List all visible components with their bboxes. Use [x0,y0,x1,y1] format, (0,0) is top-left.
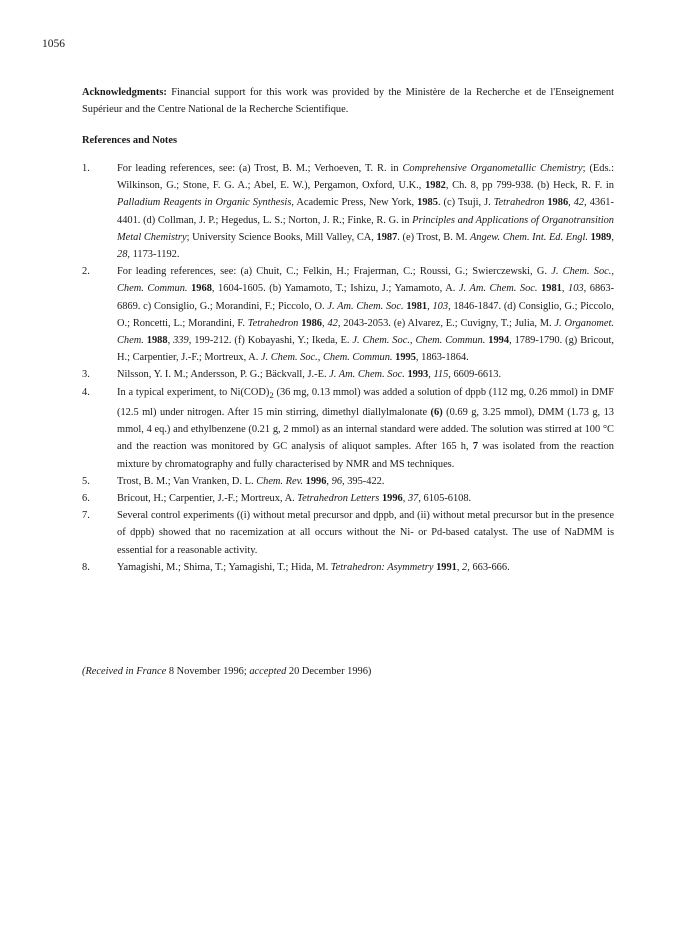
reference-text [117,493,471,504]
text-run: 42 [327,317,338,329]
text-run: , 1846-1847. (d) Consiglio, G.; Piccolo, O.; Roncetti, L.; Morandini, F. [117,300,615,329]
reference-item [82,160,614,263]
reference-text [117,369,501,380]
text-run: , 6105-6108. [418,492,472,504]
reference-number: 8. [82,561,90,573]
reference-text [117,476,384,487]
text-run: , [402,492,408,504]
text-run: Tetrahedron: Asymmetry [330,561,434,573]
reference-item [82,559,614,576]
text-run: 1981 [541,283,562,295]
text-run: Principles and Applications of Organotransition Metal Chemistry [117,214,614,243]
text-run: 1996 [305,475,327,487]
text-run: Tetrahedron Letters [297,492,380,504]
reference-item [82,263,614,366]
references-heading: References and Notes [82,135,178,146]
text-run: For leading references, see: (a) Trost, B. M.; Verhoeven, T. R. in [117,163,403,174]
text-run: , [568,197,574,209]
text-run: J. Am. Chem. Soc. [329,369,405,381]
acknowledgments-paragraph [82,84,614,118]
text-run: J. Organomet. Chem. [117,317,614,347]
text-run: , Ch. 8, pp 799-938. (b) Heck, R. F. in [445,180,614,192]
text-run: 1986 [301,317,322,329]
references-list [82,160,614,576]
text-run: Palladium Reagents in Organic Synthesis [117,197,292,209]
text-run: Chem. Rev. [256,475,304,487]
text-run: , [561,283,569,295]
text-run: 1994 [488,335,510,347]
text-run: 103 [568,283,584,295]
text-run: ; (Eds.: Wilkinson, G.; Stone, F. G. A.; Abel, E. W.), Pergamon, Oxford, U.K., [117,163,614,192]
text-run: 42 [573,197,585,209]
text-run: 1982 [425,180,446,192]
reference-number: 1. [82,163,90,174]
text-run: , [326,475,332,487]
received-note [82,666,371,677]
text-run: Angew. Chem. Int. Ed. Engl. [469,231,588,243]
text-run: 115 [433,369,449,381]
text-run: accepted [249,666,287,677]
text-run: 1985 [417,197,438,209]
text-run: , 6609-6613. [448,369,502,381]
acknowledgments-text: Financial support for this work was provided by the Ministère de la Recherche et de l'Enseignement Supérieur and the Centre National de la Recherche Scientifique. [82,87,614,115]
text-run: 1968 [191,283,212,295]
text-run: was isolated from the reaction mixture by chromatography and fully characterised by NMR and MS techniques. [117,441,614,470]
text-run: , 2043-2053. (e) Alvarez, E.; Cuvigny, T.; Julia, M. [337,317,555,329]
text-run: Nilsson, Y. I. M.; Andersson, P. G.; Bäckvall, J.-E. [117,369,330,381]
reference-number: 5. [82,475,90,487]
text-run: , [428,369,434,381]
reference-number: 4. [82,386,90,398]
text-run: , 395-422. [342,475,385,487]
text-run: , [167,335,174,347]
text-run: , [322,317,328,329]
text-run: J. Chem. Soc., Chem. Commun. [117,266,614,295]
text-run: , [427,300,433,312]
text-run: , [611,231,614,243]
text-run: (36 mg, 0.13 mmol) was added a solution of dppb (112 mg, 0.26 mmol) in DMF (12.5 ml) under nitrogen. After 15 min stirring, dimethyl diallylmalonate [117,386,614,418]
text-run: Several control experiments ((i) without metal precursor and dppb, and (ii) without metal precursor but in the presence of dppb) showed that no racemization at all occurs without the Ni- or Pd-based catalyst. The use of NaDMM is essential for a reasonable activity. [117,510,614,556]
text-run: 96 [331,475,343,487]
acknowledgments-label: Acknowledgments: [82,87,167,98]
reference-text [117,562,510,573]
text-run: , [456,561,463,573]
text-run: Bricout, H.; Carpentier, J.-F.; Mortreux, A. [117,492,298,504]
text-run: J. Chem. Soc., Chem. Commun. [352,335,486,347]
text-run: , 1173-1192. [127,249,180,261]
text-run: 20 December 1996) [286,666,372,677]
text-run: , 1863-1864. [415,352,469,364]
reference-item [82,507,614,559]
reference-number: 6. [82,492,90,504]
text-run: Tetrahedron [493,197,545,209]
text-run: 28 [117,249,128,261]
reference-number: 2. [82,266,90,278]
text-run: ; University Science Books, Mill Valley, CA, [186,231,377,243]
text-run: 1991 [436,561,457,573]
text-run: 2 [269,389,274,400]
reference-text [117,510,614,555]
reference-text [117,266,614,363]
text-run: 37 [407,492,419,504]
text-run: Trost, B. M.; Van Vranken, D. L. [117,475,257,487]
reference-text [117,387,614,470]
text-run: (6) [430,406,443,418]
page-number: 1056 [42,38,65,50]
text-run: 8 November 1996; [166,666,250,677]
text-run: 339 [173,335,189,347]
reference-item [82,384,614,473]
text-run: . (e) Trost, B. M. [397,231,470,243]
text-run: 1987 [376,231,398,243]
text-run: 2 [462,561,468,573]
text-run: J. Chem. Soc., Chem. Commun. [260,352,393,364]
text-run: 1986 [547,197,569,209]
text-run: J. Am. Chem. Soc. [458,283,538,295]
text-run: 1995 [395,352,416,364]
reference-item [82,490,614,507]
reference-number: 3. [82,369,90,381]
text-run: 7 [472,441,479,453]
text-run: 1993 [407,369,429,381]
text-run: For leading references, see: (a) Chuit, C.; Felkin, H.; Frajerman, C.; Roussi, G.; Swierczewski, G. [117,266,552,278]
text-run: Comprehensive Organometallic Chemistry [402,163,583,174]
reference-item [82,473,614,490]
text-run: . (c) Tsuji, J. [437,197,494,209]
text-run: In a typical experiment, to Ni(COD) [117,386,270,398]
reference-item [82,366,614,383]
reference-number: 7. [82,510,90,522]
text-run: (0.69 g, 3.25 mmol), DMM (1.73 g, 13 mmol, 4 eq.) and ethylbenzene (0.21 g, 2 mmol) as an internal standard were added. The solution was stirred at 100 °C and the reaction was monitored by GC analysis of aliquot samples. After 165 h, [117,406,614,453]
text-run: 1981 [406,300,428,312]
text-run: J. Am. Chem. Soc. [327,300,404,312]
reference-text [117,163,614,260]
text-run: Yamagishi, M.; Shima, T.; Yamagishi, T.; Hida, M. [117,561,331,573]
text-run: 103 [432,300,449,312]
text-run: 1996 [381,492,403,504]
text-run: , 4361-4401. (d) Collman, J. P.; Hegedus, L. S.; Norton, J. R.; Finke, R. G. in [117,197,614,226]
text-run: Tetrahedron [247,317,299,329]
text-run: , 1789-1790. (g) Bricout, H.; Carpentier, J.-F.; Mortreux, A. [117,335,614,364]
text-run: , 199-212. (f) Kobayashi, Y.; Ikeda, E. [188,335,353,347]
text-run: , 1604-1605. (b) Yamamoto, T.; Ishizu, J.; Yamamoto, A. [211,283,459,295]
text-run: , 6863-6869. c) Consiglio, G.; Morandini, F.; Piccolo, O. [117,283,615,312]
text-run: , Academic Press, New York, [291,197,418,209]
text-run: , 663-666. [467,561,510,573]
text-run: (Received in France [82,666,167,677]
text-run: 1989 [590,231,612,243]
text-run: 1988 [146,335,168,347]
